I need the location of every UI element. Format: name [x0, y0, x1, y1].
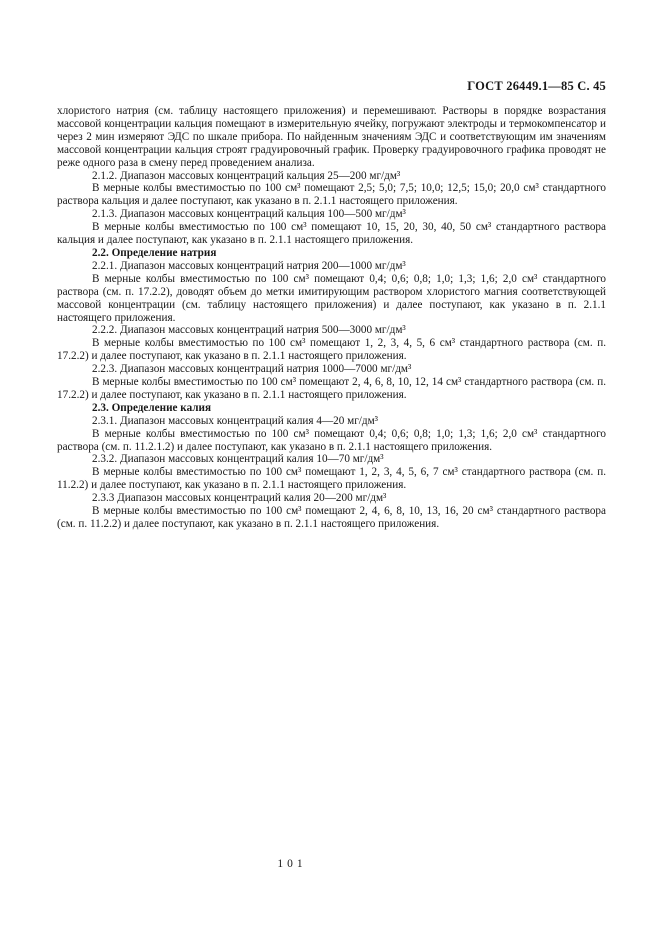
clause-2-3-2-title: 2.3.2. Диапазон массовых концентраций калия 10—70 мг/дм³	[92, 453, 384, 466]
clause-2-2-3-title: 2.2.3. Диапазон массовых концентраций натрия 1000—7000 мг/дм³	[92, 363, 412, 376]
clause-2-2-3-text: В мерные колбы вместимостью по 100 см³ помещают 2, 4, 6, 8, 10, 12, 14 см³ стандартного раствора (см. п. 17.2.2) и далее поступают, как указано в п. 2.1.1 настоящего приложения.	[57, 376, 606, 401]
clause-2-3-3-text: В мерные колбы вместимостью по 100 см³ помещают 2, 4, 6, 8, 10, 13, 16, 20 см³ стандартного раствора (см. п. 11.2.2) и далее поступают, как указано в п. 2.1.1 настоящего приложения.	[57, 505, 606, 530]
page-number: 101	[277, 858, 307, 870]
clause-2-1-2-text: В мерные колбы вместимостью по 100 см³ помещают 2,5; 5,0; 7,5; 10,0; 12,5; 15,0; 20,0 см³ стандартного раствора кальция и далее поступают, как указано в п. 2.1.1 настоящего приложения.	[57, 182, 606, 208]
paragraph-continuation-intro: хлористого натрия (см. таблицу настоящего приложения) и перемешивают. Растворы в порядке возрастания массовой концентрации кальция помещают в измерительную ячейку, погружают электроды и термокомпенсатор и через 2 мин измеряют ЭДС по шкале прибора. По найденным значениям ЭДС и соответствующим им значениям массовой концентрации кальция строят градуировочный график. Проверку градуировочного графика проводят не реже одного раза в смену перед проведением анализа.	[57, 105, 606, 169]
clause-2-2-2-title: 2.2.2. Диапазон массовых концентраций натрия 500—3000 мг/дм³	[92, 324, 406, 337]
clause-2-3-2-text: В мерные колбы вместимостью по 100 см³ помещают 1, 2, 3, 4, 5, 6, 7 см³ стандартного раствора (см. п. 11.2.2) и далее поступают, как указано в п. 2.1.1 настоящего приложения.	[57, 466, 606, 492]
clause-2-1-3-text: В мерные колбы вместимостью по 100 см³ помещают 10, 15, 20, 30, 40, 50 см³ стандартного раствора кальция и далее поступают, как указано в п. 2.1.1 настоящего приложения.	[57, 221, 606, 247]
clause-2-1-2-title: 2.1.2. Диапазон массовых концентраций кальция 25—200 мг/дм³	[92, 169, 401, 182]
section-2-3-heading: 2.3. Определение калия	[92, 401, 212, 414]
clause-2-2-1-text: В мерные колбы вместимостью по 100 см³ помещают 0,4; 0,6; 0,8; 1,0; 1,3; 1,6; 2,0 см³ стандартного раствора (см. п. 17.2.2), доводят объем до метки имитирующим раствором хлористого магния соответствующей массовой концентрации (см. таблицу настоящего приложения) и далее поступают, как указано в п. 2.1.1 настоящего приложения.	[57, 272, 606, 324]
clause-2-3-1-text: В мерные колбы вместимостью по 100 см³ помещают 0,4; 0,6; 0,8; 1,0; 1,3; 1,6; 2,0 см³ стандартного раствора (см. п. 11.2.1.2) и далее поступают, как указано в п. 2.1.1 настоящего приложения.	[57, 427, 606, 453]
clause-2-2-2-text: В мерные колбы вместимостью по 100 см³ помещают 1, 2, 3, 4, 5, 6 см³ стандартного раствора (см. п. 17.2.2) и далее поступают, как указано в п. 2.1.1 настоящего приложения.	[57, 337, 606, 363]
document-body	[57, 105, 606, 531]
page-header-gost-number: ГОСТ 26449.1—85 С. 45	[467, 79, 606, 93]
section-2-2-heading: 2.2. Определение натрия	[92, 246, 217, 259]
clause-2-3-1-title: 2.3.1. Диапазон массовых концентраций калия 4—20 мг/дм³	[92, 414, 379, 427]
clause-2-2-1-title: 2.2.1. Диапазон массовых концентраций натрия 200—1000 мг/дм³	[92, 259, 406, 272]
clause-2-3-3-title: 2.3.3 Диапазон массовых концентраций калия 20—200 мг/дм³	[92, 492, 387, 505]
clause-2-1-3-title: 2.1.3. Диапазон массовых концентраций кальция 100—500 мг/дм³	[92, 208, 406, 221]
